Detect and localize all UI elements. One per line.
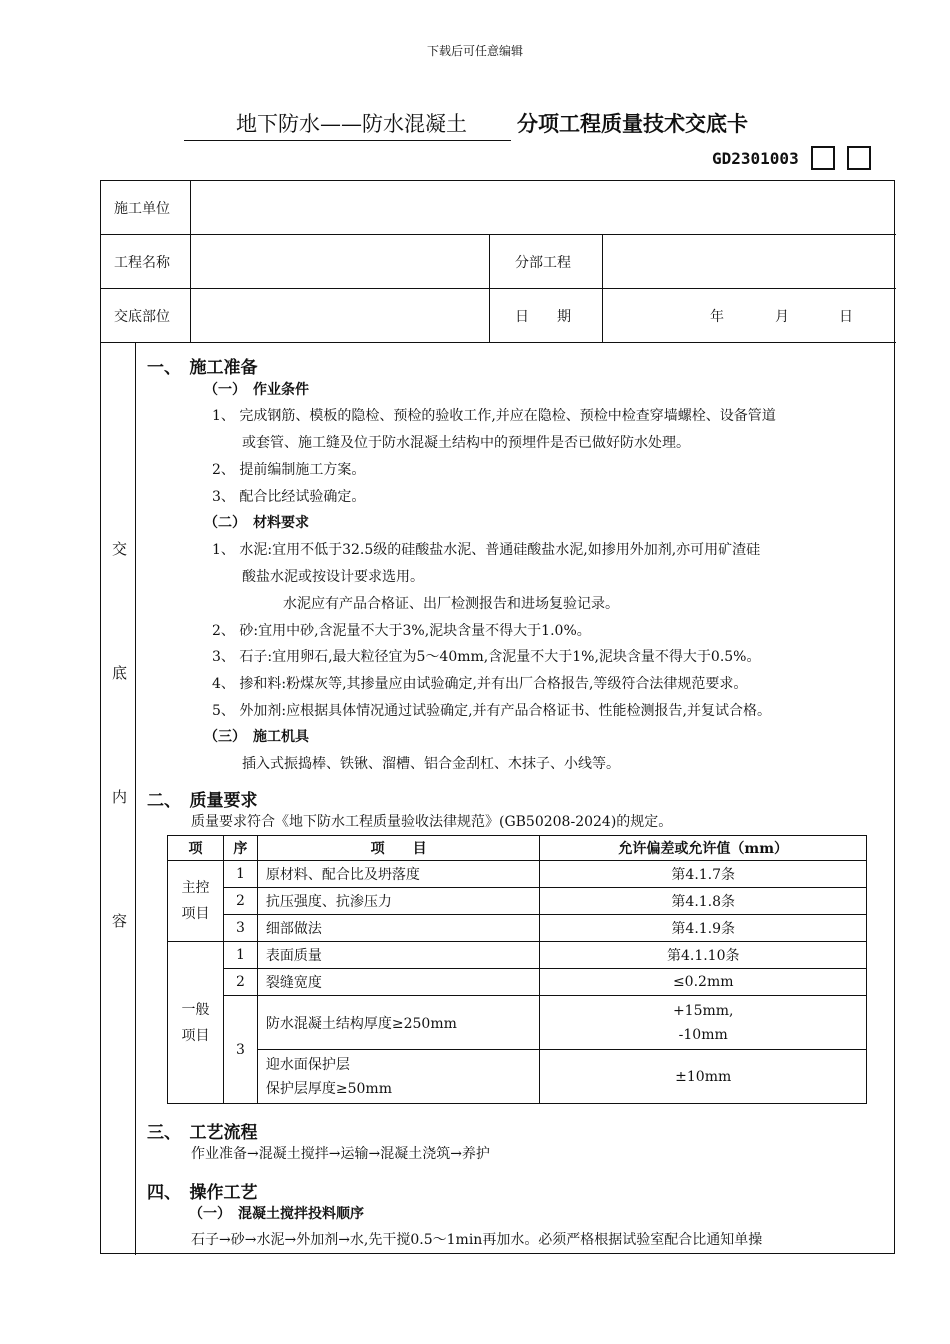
row-seq: 1: [223, 942, 257, 969]
table-row: [168, 969, 867, 996]
label-construction-unit: 施工单位: [114, 201, 170, 217]
table-row: [168, 996, 867, 1050]
document-title: [184, 108, 748, 141]
table-row: [168, 942, 867, 969]
text-line: 2、 提前编制施工方案。: [212, 462, 366, 478]
group-general: 一般 项目: [168, 942, 224, 1104]
side-label-char: 容: [112, 912, 128, 930]
table-header: 允许偏差或允许值（mm）: [540, 836, 867, 861]
side-label-char: 内: [112, 788, 128, 806]
section3-title: 三、 工艺流程: [147, 1123, 258, 1143]
title-subject: 地下防水——防水混凝土: [184, 108, 511, 141]
text-line: 或套管、施工缝及位于防水混凝土结构中的预埋件是否已做好防水处理。: [242, 435, 690, 451]
table-header-row: [168, 836, 867, 861]
side-label-char: 底: [112, 664, 128, 682]
disclosure-part-field[interactable]: [206, 297, 476, 335]
row-value: 第4.1.9条: [540, 915, 867, 942]
label-project-name: 工程名称: [114, 255, 170, 271]
form-frame: [100, 180, 895, 1254]
section4-title: 四、 操作工艺: [147, 1183, 258, 1203]
row-seq: 3: [223, 996, 257, 1104]
checkbox-1[interactable]: [811, 146, 835, 170]
checkbox-2[interactable]: [847, 146, 871, 170]
text-line: 2、 砂:宜用中砂,含泥量不大于3%,泥块含量不得大于1.0%。: [212, 623, 591, 639]
section1-sub1: （一） 作业条件: [204, 382, 309, 398]
text-line: 1、 完成钢筋、模板的隐检、预检的验收工作,并应在隐检、预检中检查穿墙螺栓、设备管道: [212, 408, 776, 424]
date-year[interactable]: 年: [710, 309, 724, 325]
section4-sub1: （一） 混凝土搅拌投料顺序: [189, 1206, 364, 1222]
section1-sub3: （三） 施工机具: [204, 729, 309, 745]
row-item: 表面质量: [257, 942, 540, 969]
section2-intro: 质量要求符合《地下防水工程质量验收法律规范》(GB50208-2024)的规定。: [191, 814, 673, 830]
text-line: 3、 石子:宜用卵石,最大粒径宜为5～40mm,含泥量不大于1%,泥块含量不得大于0.5%。: [212, 649, 761, 665]
section3-text: 作业准备→混凝土搅拌→运输→混凝土浇筑→养护: [191, 1146, 490, 1162]
divider: [101, 342, 896, 343]
row-value: 第4.1.8条: [540, 888, 867, 915]
text-line: 5、 外加剂:应根据具体情况通过试验确定,并有产品合格证书、性能检测报告,并复试合格。: [212, 703, 771, 719]
row-seq: 2: [223, 888, 257, 915]
date-day[interactable]: 日: [839, 309, 853, 325]
row-seq: 1: [223, 861, 257, 888]
header-note: 下载后可任意编辑: [426, 44, 523, 58]
code-text: GD2301003: [712, 148, 799, 168]
section4-text: 石子→砂→水泥→外加剂→水,先干搅0.5～1min再加水。必须严格根据试验室配合比通知单操: [191, 1232, 763, 1248]
divider: [135, 342, 136, 1255]
label-division: 分部工程: [515, 255, 571, 271]
table-header: 项: [168, 836, 224, 861]
section2-title: 二、 质量要求: [147, 791, 258, 811]
table-row: [168, 861, 867, 888]
table-header: 项 目: [257, 836, 540, 861]
text-line: 4、 掺和料:粉煤灰等,其掺量应由试验确定,并有出厂合格报告,等级符合法律规范要求。: [212, 676, 748, 692]
table-header: 序: [223, 836, 257, 861]
side-label-char: 交: [112, 540, 128, 558]
divider: [489, 234, 490, 342]
date-month[interactable]: 月: [775, 309, 789, 325]
label-disclosure-part: 交底部位: [114, 309, 170, 325]
row-item: 迎水面保护层 保护层厚度≥50mm: [257, 1050, 540, 1104]
text-line: 水泥应有产品合格证、出厂检测报告和进场复验记录。: [283, 596, 619, 612]
table-row: [168, 888, 867, 915]
row-value: +15mm, -10mm: [540, 996, 867, 1050]
group-main-control: 主控 项目: [168, 861, 224, 942]
row-item: 细部做法: [257, 915, 540, 942]
text-line: 3、 配合比经试验确定。: [212, 489, 366, 505]
text-line: 1、 水泥:宜用不低于32.5级的硅酸盐水泥、普通硅酸盐水泥,如掺用外加剂,亦可用矿渣硅: [212, 542, 761, 558]
row-value: 第4.1.10条: [540, 942, 867, 969]
construction-unit-field[interactable]: [206, 189, 886, 227]
section1-title: 一、 施工准备: [147, 358, 258, 378]
title-main: 分项工程质量技术交底卡: [517, 111, 748, 136]
quality-table: [167, 835, 867, 1104]
row-item: 原材料、配合比及坍落度: [257, 861, 540, 888]
row-seq: 2: [223, 969, 257, 996]
divider: [602, 234, 603, 342]
division-field[interactable]: [616, 243, 886, 281]
project-name-field[interactable]: [206, 243, 476, 281]
row-item: 防水混凝土结构厚度≥250mm: [257, 996, 540, 1050]
text-line: 插入式振捣棒、铁锹、溜槽、铝合金刮杠、木抹子、小线等。: [242, 756, 620, 772]
section1-sub2: （二） 材料要求: [204, 515, 309, 531]
label-date: 日 期: [515, 309, 571, 325]
divider: [101, 288, 896, 289]
row-value: ≤0.2mm: [540, 969, 867, 996]
row-value: 第4.1.7条: [540, 861, 867, 888]
document-code: [712, 146, 871, 170]
table-row: [168, 1050, 867, 1104]
row-item: 裂缝宽度: [257, 969, 540, 996]
text-line: 酸盐水泥或按设计要求选用。: [242, 569, 424, 585]
divider: [101, 234, 896, 235]
table-row: [168, 915, 867, 942]
row-item: 抗压强度、抗渗压力: [257, 888, 540, 915]
row-seq: 3: [223, 915, 257, 942]
row-value: ±10mm: [540, 1050, 867, 1104]
divider: [190, 181, 191, 342]
